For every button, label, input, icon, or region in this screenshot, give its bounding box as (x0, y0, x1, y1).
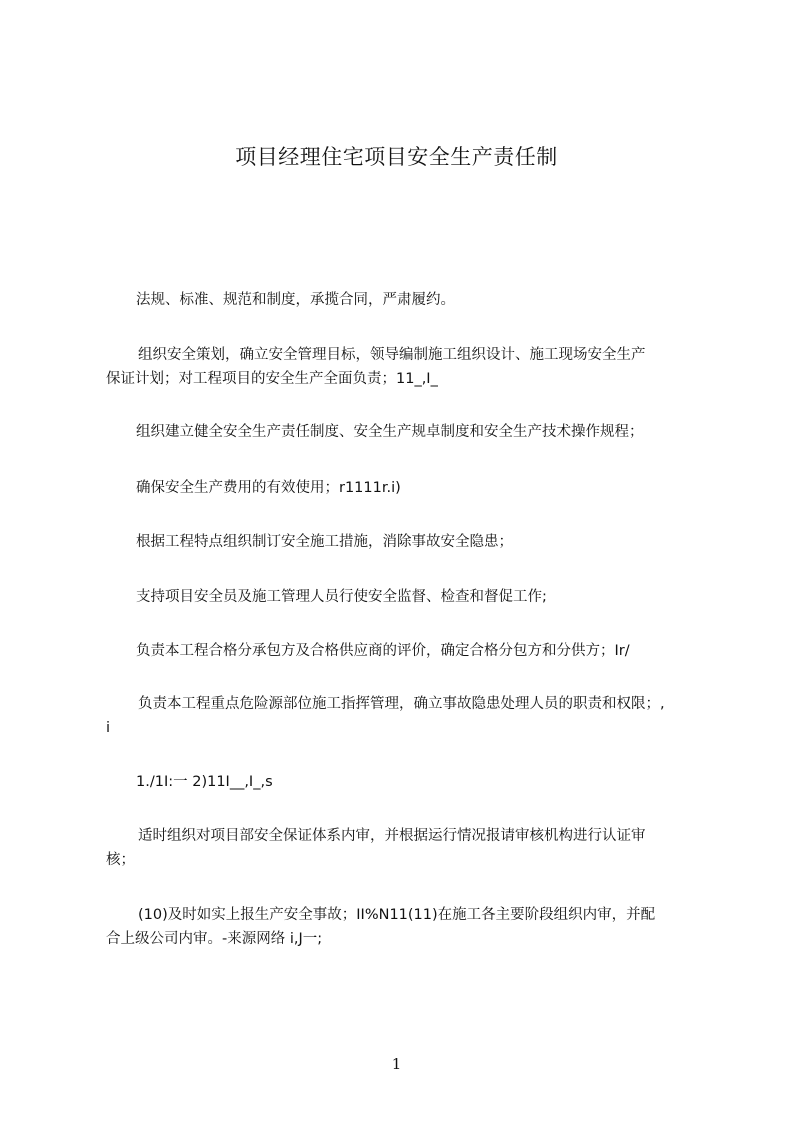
paragraph-10 (106, 824, 722, 872)
paragraph-line: 根据工程特点组织制订安全施工措施，消除事故安全隐患； (136, 534, 513, 550)
paragraph-1 (136, 288, 752, 312)
paragraph-line: 1./1I:一 2)11I__,I_,s (136, 774, 273, 790)
document-title: 项目经理住宅项目安全生产责任制 (235, 145, 558, 169)
paragraph-line: 组织建立健全安全生产责任制度、安全生产规卓制度和安全生产技术操作规程； (136, 424, 644, 440)
paragraph-4 (136, 476, 752, 500)
paragraph-line: 保证计划；对工程项目的安全生产全面负责；11_,I_ (106, 371, 438, 387)
paragraph-7 (136, 639, 752, 663)
paragraph-5 (136, 530, 752, 554)
paragraph-8 (106, 692, 722, 740)
paragraph-line: 负责本工程重点危险源部位施工指挥管理，确立事故隐患处理人员的职责和权限；, (138, 696, 665, 712)
paragraph-6 (136, 585, 752, 609)
paragraph-2 (106, 343, 722, 391)
paragraph-3 (136, 420, 752, 444)
paragraph-line: 负责本工程合格分承包方及合格供应商的评价，确定合格分包方和分供方；Ir/ (136, 643, 630, 659)
paragraph-line: 组织安全策划，确立安全管理目标，领导编制施工组织设计、施工现场安全生产 (138, 347, 646, 363)
paragraph-11 (106, 903, 722, 951)
paragraph-line: (10)及时如实上报生产安全事故；II%N11(11)在施工各主要阶段组织内审，并配 (138, 907, 656, 923)
paragraph-9 (136, 770, 752, 794)
paragraph-line: 支持项目安全员及施工管理人员行使安全监督、检查和督促工作; (136, 589, 547, 605)
paragraph-line: i (106, 720, 111, 736)
paragraph-line: 法规、标准、规范和制度，承揽合同，严肃履约。 (136, 292, 455, 308)
page-number: 1 (391, 1055, 402, 1073)
paragraph-line: 确保安全生产费用的有效使用；r1111r.i) (136, 480, 401, 496)
paragraph-line: 核； (106, 852, 135, 868)
paragraph-line: 合上级公司内审。-来源网络 i,J一; (106, 931, 323, 947)
paragraph-line: 适时组织对项目部安全保证体系内审，并根据运行情况报请审核机构进行认证审 (138, 828, 646, 844)
